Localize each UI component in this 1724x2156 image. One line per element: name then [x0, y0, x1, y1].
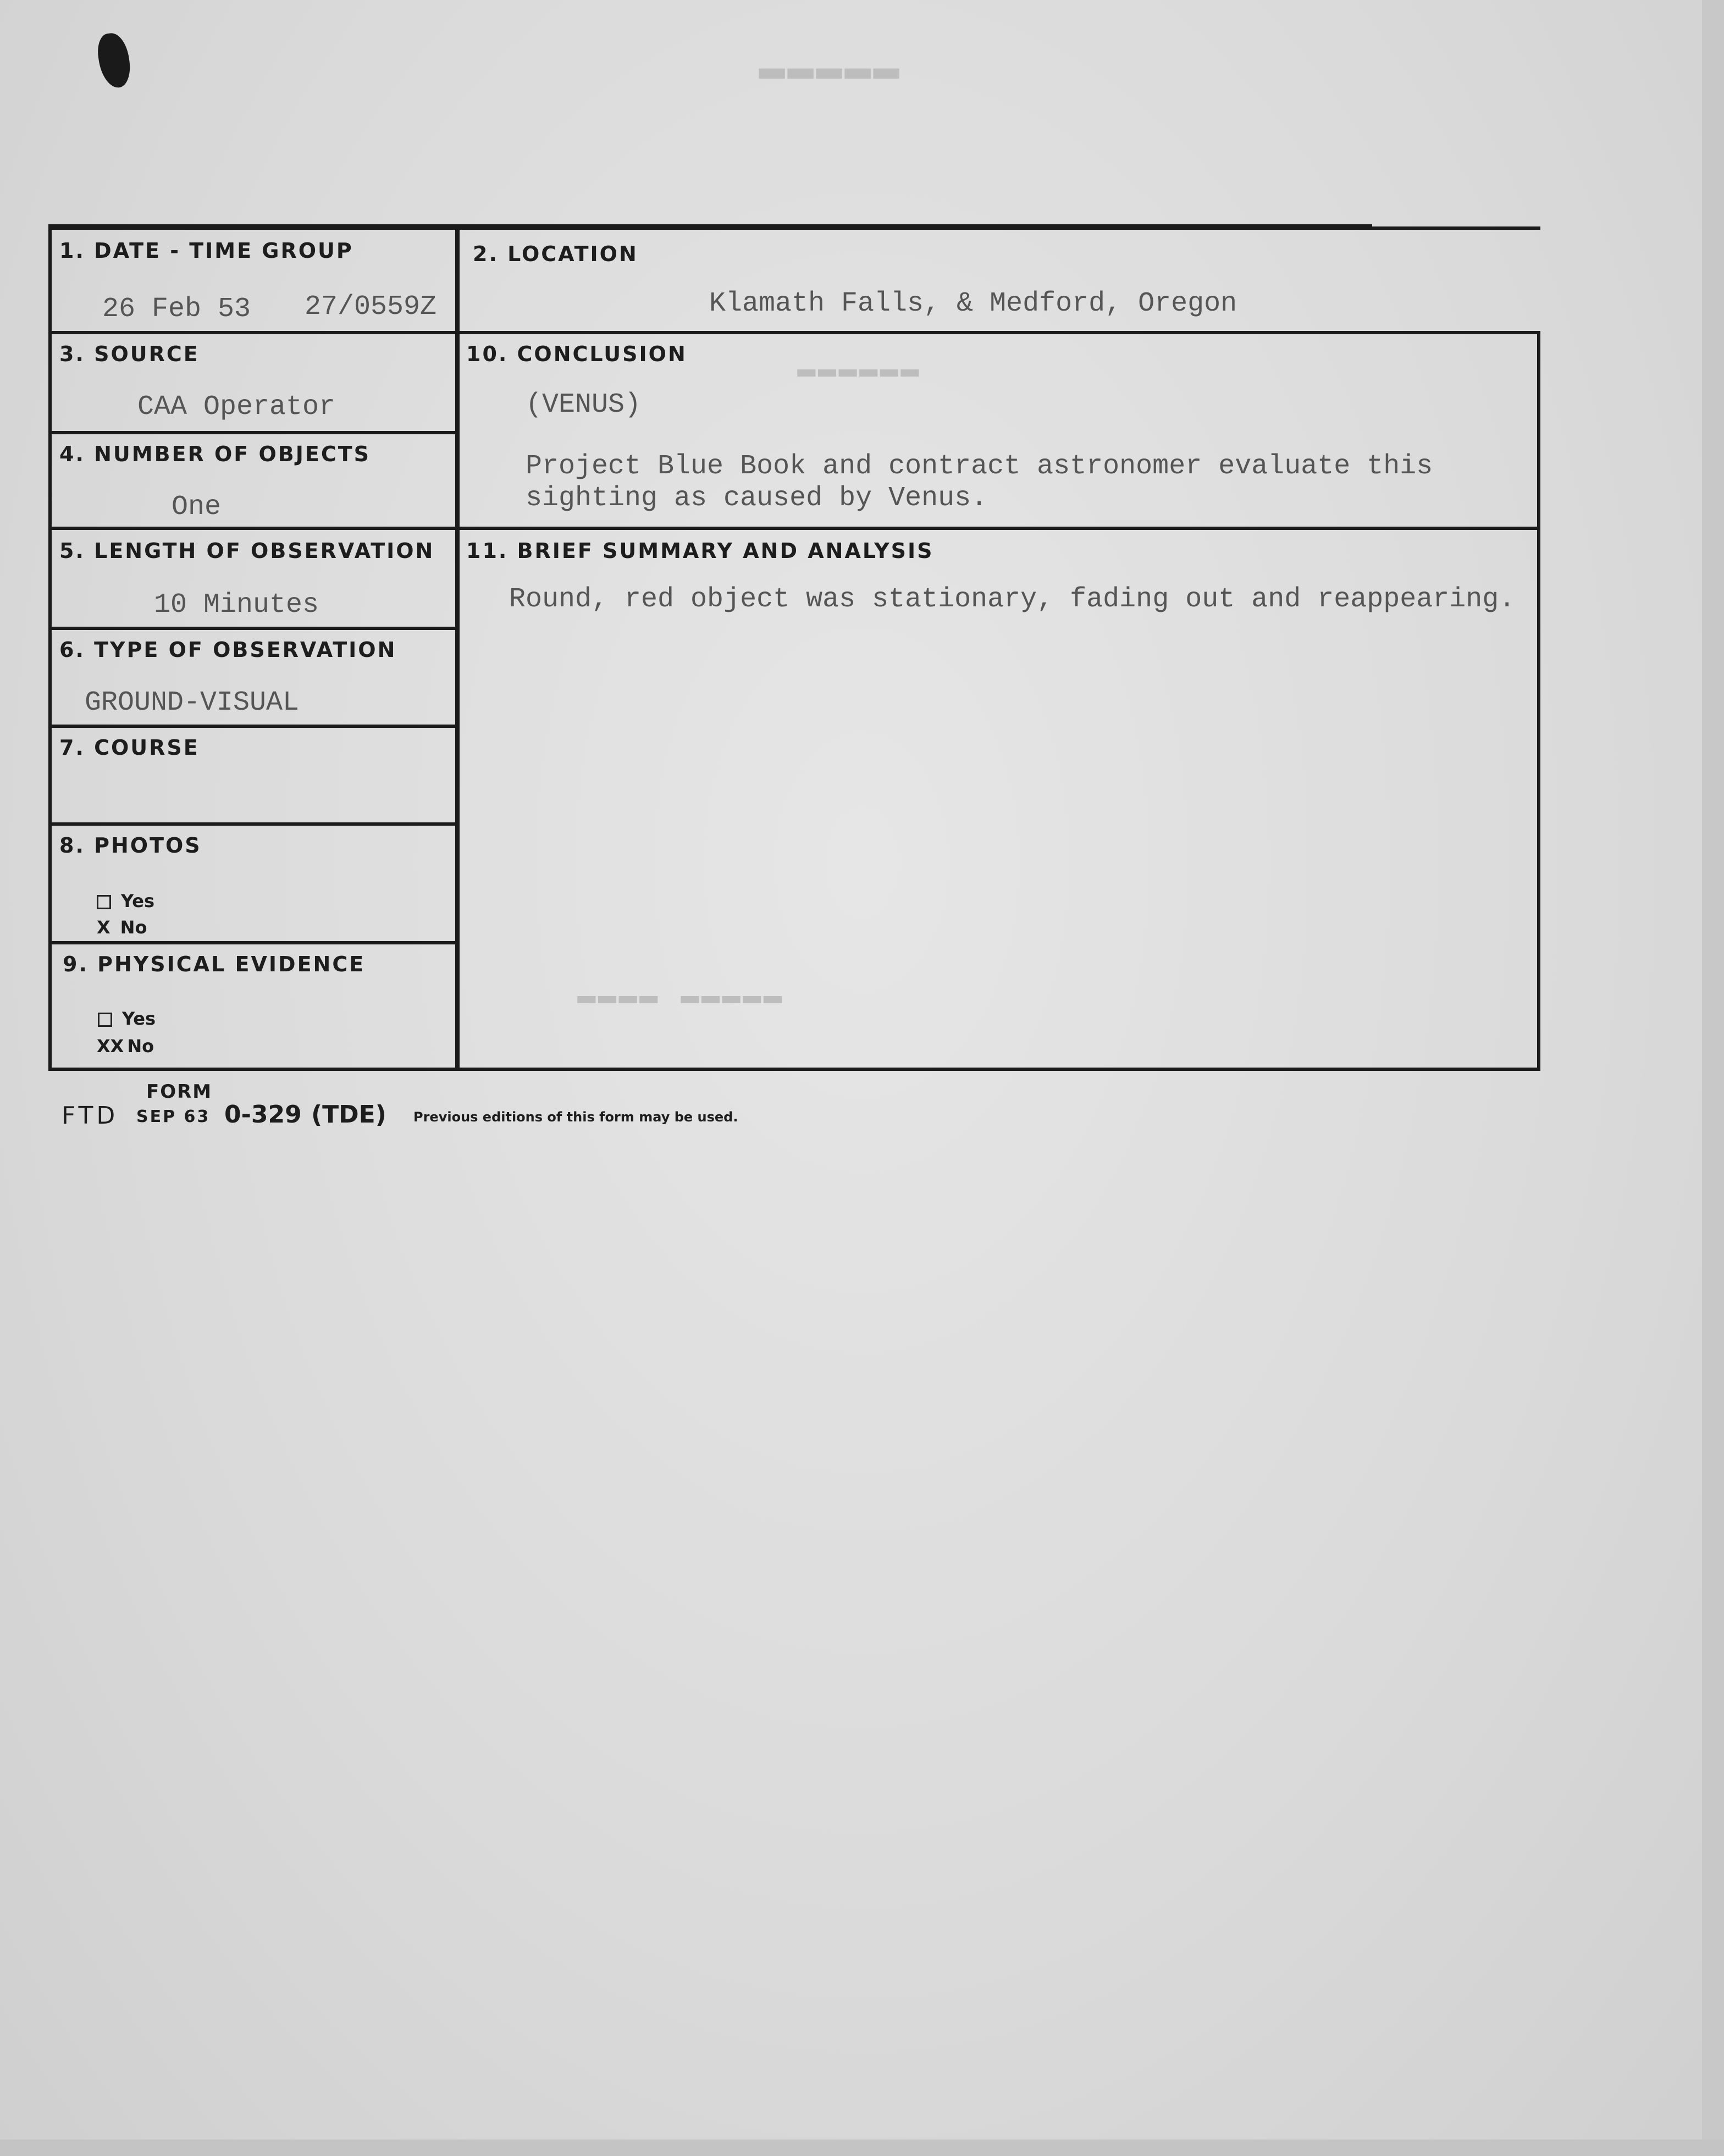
photos-no-mark: X	[97, 917, 110, 938]
length-of-observation-value: 10 Minutes	[154, 589, 319, 621]
photos-yes-option	[97, 891, 154, 911]
physical-evidence-label: 9. PHYSICAL EVIDENCE	[63, 952, 366, 976]
page-edge-right	[1702, 0, 1724, 2156]
footer-date-code: SEP 63	[136, 1107, 211, 1126]
bleed-through-mark: ▬▬▬▬ ▬▬▬▬▬	[577, 979, 784, 1014]
photos-cell	[48, 822, 460, 944]
date-time-cell	[48, 226, 460, 334]
time-value: 27/0559Z	[305, 291, 437, 323]
bleed-through-mark: ▬▬▬▬▬▬	[797, 352, 921, 387]
course-label: 7. COURSE	[59, 736, 200, 760]
length-of-observation-cell	[48, 527, 460, 630]
physical-evidence-no-option	[97, 1036, 154, 1057]
conclusion-value: (VENUS)	[526, 389, 642, 421]
photos-yes-label: Yes	[121, 891, 154, 911]
footer-form-word: FORM	[146, 1081, 213, 1103]
number-of-objects-label: 4. NUMBER OF OBJECTS	[59, 442, 371, 466]
length-of-observation-label: 5. LENGTH OF OBSERVATION	[59, 539, 435, 563]
physical-evidence-yes-option	[98, 1008, 156, 1029]
page-edge-bottom	[0, 2140, 1724, 2156]
source-label: 3. SOURCE	[59, 342, 200, 366]
physical-evidence-cell	[48, 941, 460, 1071]
conclusion-detail-line-1: Project Blue Book and contract astronomer evaluate this	[526, 451, 1433, 482]
number-of-objects-cell	[48, 431, 460, 530]
conclusion-cell	[455, 331, 1540, 530]
type-of-observation-label: 6. TYPE OF OBSERVATION	[59, 638, 397, 662]
course-cell	[48, 725, 460, 826]
physical-evidence-no-mark: XX	[97, 1036, 124, 1057]
summary-value: Round, red object was stationary, fading out and reappearing.	[509, 584, 1516, 615]
physical-evidence-no-label: No	[127, 1036, 154, 1057]
photos-label: 8. PHOTOS	[59, 833, 202, 858]
source-value: CAA Operator	[137, 391, 336, 423]
footer-form-number: 0-329	[224, 1101, 302, 1129]
conclusion-detail-line-2: sighting as caused by Venus.	[526, 483, 988, 514]
date-time-label: 1. DATE - TIME GROUP	[59, 239, 353, 263]
summary-cell	[455, 527, 1540, 1071]
physical-evidence-yes-checkbox	[98, 1013, 112, 1027]
conclusion-label: 10. CONCLUSION	[466, 342, 687, 366]
source-cell	[48, 331, 460, 434]
location-value: Klamath Falls, & Medford, Oregon	[709, 288, 1237, 319]
physical-evidence-yes-label: Yes	[122, 1008, 156, 1029]
footer-ftd: FTD	[62, 1102, 119, 1130]
type-of-observation-cell	[48, 627, 460, 728]
photos-no-label: No	[120, 917, 147, 938]
date-value: 26 Feb 53	[102, 294, 251, 325]
type-of-observation-value: GROUND-VISUAL	[85, 687, 300, 718]
footer-note: Previous editions of this form may be used.	[413, 1109, 738, 1125]
bleed-through-mark: ▬▬▬▬▬	[759, 44, 902, 94]
number-of-objects-value: One	[172, 491, 222, 523]
location-label: 2. LOCATION	[473, 242, 638, 266]
summary-label: 11. BRIEF SUMMARY AND ANALYSIS	[466, 539, 934, 563]
footer-office: (TDE)	[311, 1101, 386, 1129]
ink-smudge	[95, 31, 132, 90]
photos-yes-checkbox	[97, 895, 111, 909]
location-cell	[455, 226, 1540, 334]
photos-no-option	[97, 917, 147, 938]
